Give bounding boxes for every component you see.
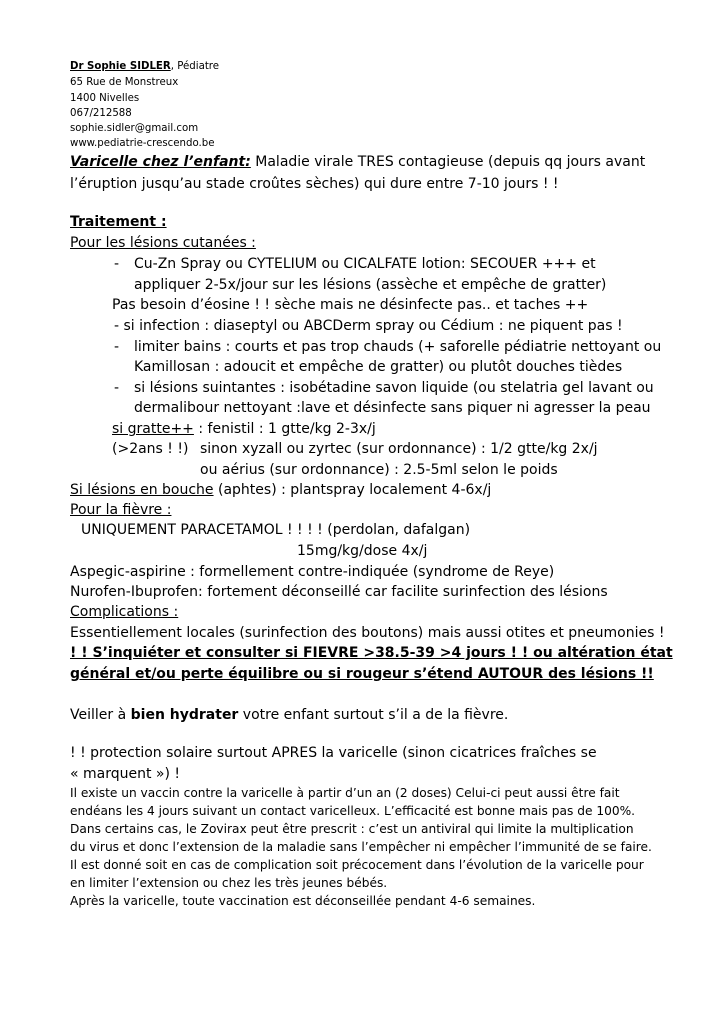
bullet-3-line-2: Kamillosan : adoucit et empêche de gratter) ou plutôt douches tièdes [134, 359, 623, 375]
bullet-1-line-2: appliquer 2-5x/jour sur les lésions (assèche et empêche de gratter) [134, 277, 607, 293]
complications-line: Essentiellement locales (surinfection des boutons) mais aussi otites et pneumonies ! [70, 625, 665, 641]
bullet-2: - si infection : diaseptyl ou ABCDerm spray ou Cédium : ne piquent pas ! [114, 318, 623, 334]
aspegic-line: Aspegic-aspirine : formellement contre-indiquée (syndrome de Reye) [70, 564, 555, 580]
address-city: 1400 Nivelles [70, 93, 140, 104]
phone: 067/212588 [70, 108, 132, 119]
hydration-bold: bien hydrater [130, 707, 239, 723]
gratte-line-2: sinon xyzall ou zyrtec (sur ordonnance) : 1/2 gtte/kg 2x/j [200, 441, 598, 457]
bullet-4-line-1: si lésions suintantes : isobétadine savon liquide (ou stelatria gel lavant ou [134, 380, 654, 396]
vaccine-line-3: Dans certains cas, le Zovirax peut être prescrit : c’est un antiviral qui limite la multiplication [70, 822, 634, 836]
bullet-3-line-1: limiter bains : courts et pas trop chauds (+ saforelle pédiatrie nettoyant ou [134, 339, 662, 355]
bullet-dash: - [114, 256, 120, 272]
treatment-heading: Traitement : [70, 214, 167, 230]
vaccine-line-2: endéans les 4 jours suivant un contact varicelleux. L’efficacité est bonne mais pas de 100%. [70, 804, 636, 818]
doctor-title: , Pédiatre [170, 61, 220, 72]
intro-title: Varicelle chez l’enfant: [70, 154, 251, 170]
gratte-label: si gratte++ [112, 421, 194, 437]
hydration-pre: Veiller à [70, 707, 131, 723]
sun-line-1: ! ! protection solaire surtout APRES la varicelle (sinon cicatrices fraîches se [70, 745, 597, 761]
eosine-note: Pas besoin d’éosine ! ! sèche mais ne désinfecte pas.. et taches ++ [112, 297, 589, 313]
gratte-text: : fenistil : 1 gtte/kg 2-3x/j [193, 421, 376, 437]
fever-heading: Pour la fièvre : [70, 502, 172, 518]
hydration-line [70, 708, 508, 722]
email: sophie.sidler@gmail.com [70, 123, 199, 134]
doctor-name: Dr Sophie SIDLER [70, 61, 171, 72]
doctor-header [70, 62, 219, 72]
hydration-post: votre enfant surtout s’il a de la fièvre. [238, 707, 509, 723]
nurofen-line: Nurofen-Ibuprofen: fortement déconseillé car facilite surinfection des lésions [70, 584, 608, 600]
bullet-dash: - [114, 380, 120, 396]
bullet-4-line-2: dermalibour nettoyant :lave et désinfecte sans piquer ni agresser la peau [134, 400, 651, 416]
website: www.pediatrie-crescendo.be [70, 138, 215, 149]
warning-line-2: général et/ou perte équilibre ou si rougeur s’étend AUTOUR des lésions !! [70, 666, 654, 682]
gratte-line-3: ou aérius (sur ordonnance) : 2.5-5ml selon le poids [200, 462, 558, 478]
vaccine-line-1: Il existe un vaccin contre la varicelle à partir d’un an (2 doses) Celui-ci peut aussi être fait [70, 786, 620, 800]
intro-line-1 [70, 155, 645, 169]
address-street: 65 Rue de Monstreux [70, 77, 179, 88]
vaccine-line-6: en limiter l’extension ou chez les très jeunes bébés. [70, 876, 388, 890]
mouth-text: (aphtes) : plantspray localement 4-6x/j [213, 482, 492, 498]
mouth-line [70, 483, 491, 497]
vaccine-line-5: Il est donné soit en cas de complication soit précocement dans l’évolution de la varicelle pour [70, 858, 644, 872]
warning-line-1: ! ! S’inquiéter et consulter si FIEVRE >38.5-39 >4 jours ! ! ou altération état [70, 645, 673, 661]
intro-line-2: l’éruption jusqu’au stade croûtes sèches) qui dure entre 7-10 jours ! ! [70, 176, 559, 192]
gratte-line-1 [112, 422, 376, 436]
sun-line-2: « marquent ») ! [70, 766, 181, 782]
mouth-label: Si lésions en bouche [70, 482, 214, 498]
intro-text: Maladie virale TRES contagieuse (depuis qq jours avant [250, 154, 646, 170]
bullet-dash: - [114, 339, 120, 355]
vaccine-line-4: du virus et donc l’extension de la maladie sans l’empêcher ni empêcher l’immunité de se faire. [70, 840, 652, 854]
gratte-age: (>2ans ! !) [112, 441, 189, 457]
bullet-1-line-1: Cu-Zn Spray ou CYTELIUM ou CICALFATE lotion: SECOUER +++ et [134, 256, 596, 272]
complications-heading: Complications : [70, 604, 179, 620]
fever-line-2: 15mg/kg/dose 4x/j [297, 543, 428, 559]
fever-line-1: UNIQUEMENT PARACETAMOL ! ! ! ! (perdolan, dafalgan) [81, 522, 471, 538]
vaccine-line-7: Après la varicelle, toute vaccination est déconseillée pendant 4-6 semaines. [70, 894, 536, 908]
skin-heading: Pour les lésions cutanées : [70, 235, 256, 251]
